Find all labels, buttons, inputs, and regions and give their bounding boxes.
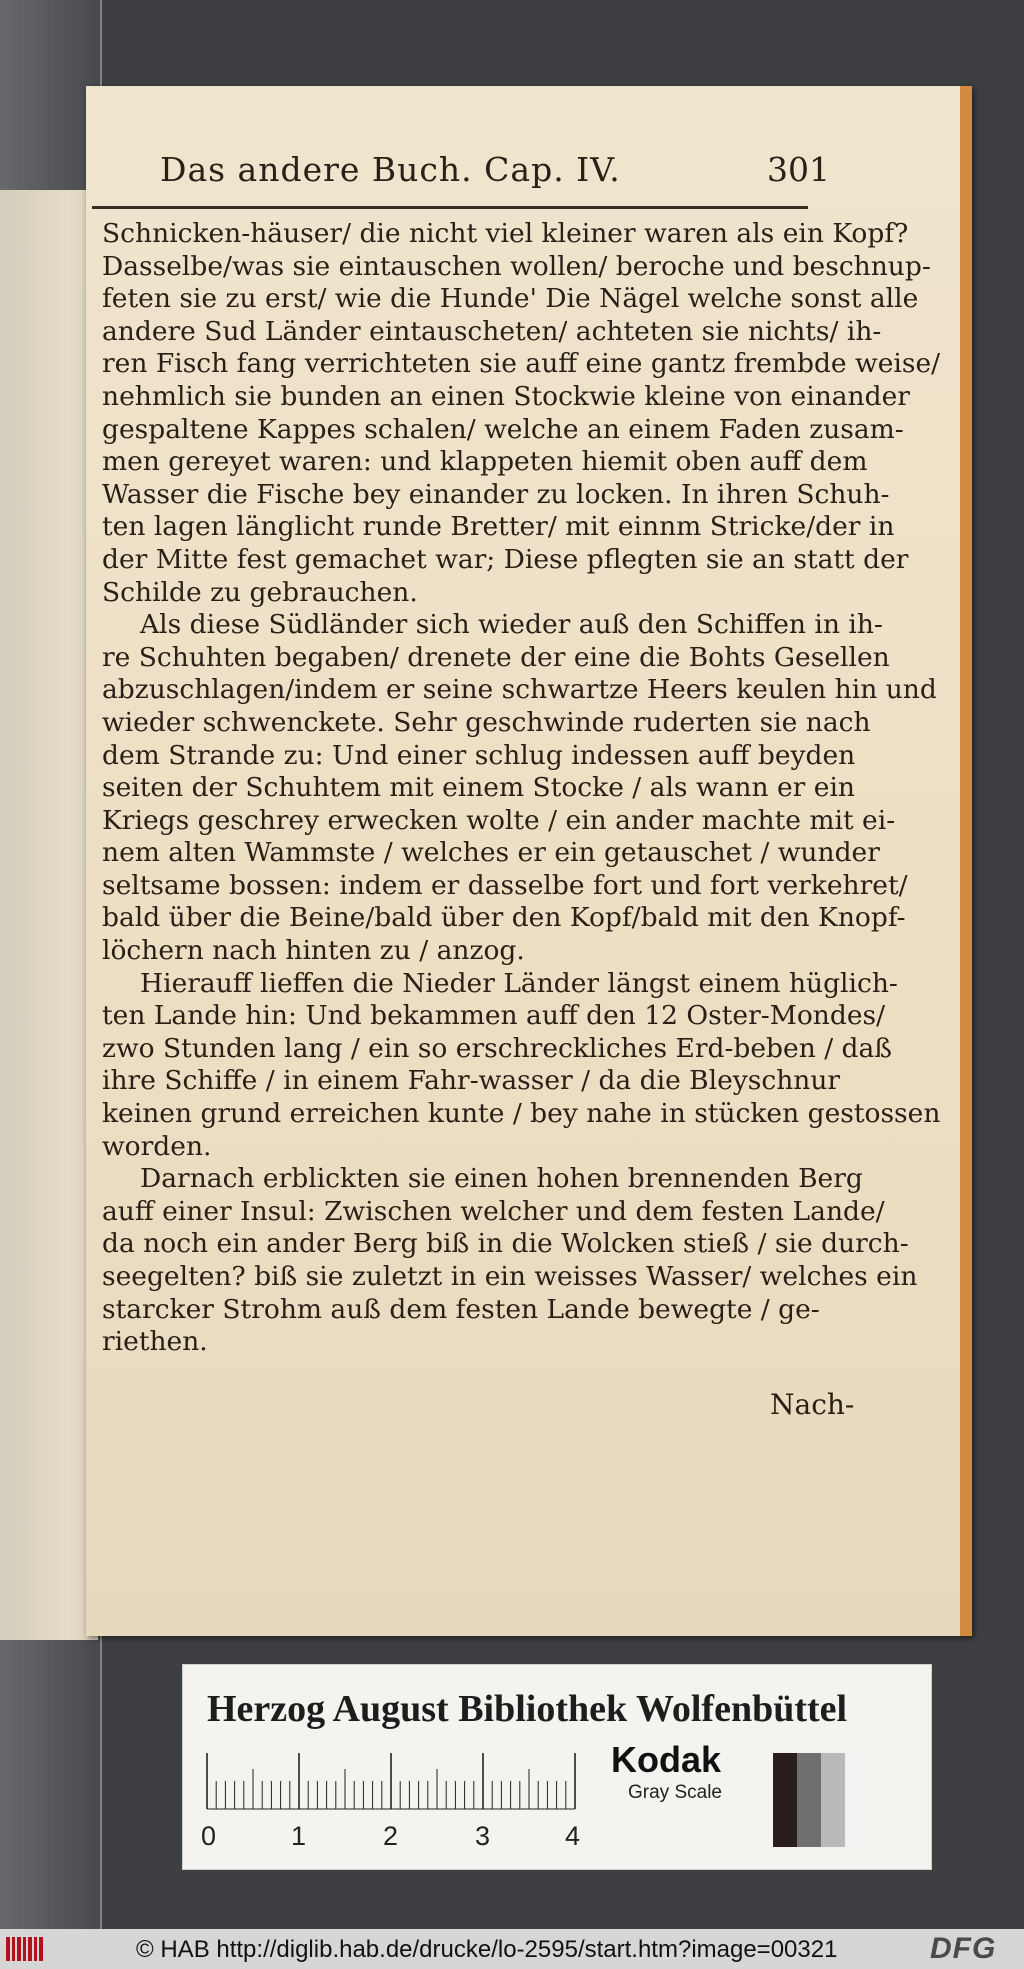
ruler-number-1: 1 <box>291 1821 307 1851</box>
footer-bar <box>0 1929 1024 1969</box>
text-line: bald über die Beine/bald über den Kopf/bald mit den Knopf- <box>102 902 906 934</box>
running-head: Das andere Buch. Cap. IV. <box>160 150 621 189</box>
text-line: wieder schwenckete. Sehr geschwinde ruderten sie nach <box>102 706 871 738</box>
body-text <box>102 218 941 1359</box>
text-line: worden. <box>102 1130 212 1162</box>
ruler-number-0: 0 <box>201 1821 217 1851</box>
text-line: der Mitte fest gemachet war; Diese pflegten sie an statt der <box>102 543 909 575</box>
copyright-link[interactable]: © HAB http://diglib.hab.de/drucke/lo-2595/start.htm?image=00321 <box>136 1936 838 1963</box>
ruler-number-4: 4 <box>565 1821 581 1851</box>
text-line: ren Fisch fang verrichteten sie auff eine gantz frembde weise/ <box>102 348 941 380</box>
text-line: re Schuhten begaben/ drenete der eine die Bohts Gesellen <box>102 641 890 673</box>
gray-swatch <box>821 1753 845 1847</box>
text-line: gespaltene Kappes schalen/ welche an einem Faden zusam- <box>102 413 904 445</box>
text-line: zwo Stunden lang / ein so erschreckliches Erd-beben / daß <box>102 1032 893 1064</box>
kodak-brand: Kodak <box>611 1739 722 1780</box>
text-line: feten sie zu erst/ wie die Hunde' Die Nägel welche sonst alle <box>102 283 919 315</box>
gray-swatch <box>845 1753 869 1847</box>
page-number: 301 <box>767 150 830 189</box>
text-line: seiten der Schuhtem mit einem Stocke / als wann er ein <box>102 772 855 804</box>
gray-scale-label: Gray Scale <box>628 1782 722 1803</box>
text-line: Wasser die Fische bey einander zu locken. In ihren Schuh- <box>102 478 890 510</box>
text-line: Kriegs geschrey erwecken wolte / ein ander machte mit ei- <box>102 804 896 836</box>
text-line: ten Lande hin: Und bekammen auff den 12 Oster-Mondes/ <box>102 1000 886 1032</box>
text-line: starcker Strohm auß dem festen Lande bewegte / ge- <box>102 1293 820 1325</box>
header-rule <box>92 206 808 209</box>
ruler-number-3: 3 <box>475 1821 491 1851</box>
text-line: Darnach erblickten sie einen hohen brennenden Berg <box>140 1163 863 1195</box>
text-line: nem alten Wammste / welches er ein getauschet / wunder <box>102 837 880 869</box>
text-line: löchern nach hinten zu / anzog. <box>102 935 525 967</box>
text-line: keinen grund erreichen kunte / bey nahe in stücken gestossen <box>102 1098 941 1130</box>
text-line: nehmlich sie bunden an einen Stockwie kleine von einander <box>102 380 910 412</box>
text-line: Dasselbe/was sie eintauschen wollen/ beroche und beschnup- <box>102 250 931 282</box>
dfg-logo: DFG <box>930 1932 997 1965</box>
library-name: Herzog August Bibliothek Wolfenbüttel <box>207 1688 848 1730</box>
hab-logo-icon <box>6 1935 46 1963</box>
text-line: Als diese Südländer sich wieder auß den Schiffen in ih- <box>140 609 883 641</box>
text-line: abzuschlagen/indem er seine schwartze Heers keulen hin und <box>102 674 937 706</box>
ruler-number-2: 2 <box>383 1821 399 1851</box>
text-line: riethen. <box>102 1326 208 1358</box>
gray-swatch <box>773 1753 797 1847</box>
text-line: men gereyet waren: und klappeten hiemit oben auff dem <box>102 446 868 478</box>
text-line: Schilde zu gebrauchen. <box>102 576 418 608</box>
color-target-card <box>182 1664 932 1870</box>
text-line: Hierauff lieffen die Nieder Länder längst einem hüglich- <box>140 967 898 999</box>
text-line: ten lagen länglicht runde Bretter/ mit einnm Stricke/der in <box>102 511 895 543</box>
scale-ruler <box>201 1751 581 1851</box>
gray-swatches <box>773 1753 869 1847</box>
text-line: ihre Schiffe / in einem Fahr-wasser / da die Bleyschnur <box>102 1065 841 1097</box>
text-line: Schnicken-häuser/ die nicht viel kleiner waren als ein Kopf? <box>102 218 909 249</box>
ruler-ticks <box>207 1751 575 1811</box>
text-line: auff einer Insul: Zwischen welcher und dem festen Lande/ <box>102 1195 885 1227</box>
catchword: Nach- <box>770 1388 855 1421</box>
text-line: seltsame bossen: indem er dasselbe fort und fort verkehret/ <box>102 869 908 901</box>
text-line: andere Sud Länder eintauscheten/ achteten sie nichts/ ih- <box>102 315 882 347</box>
text-line: seegelten? biß sie zuletzt in ein weisses Wasser/ welches ein <box>102 1261 918 1292</box>
text-line: dem Strande zu: Und einer schlug indessen auff beyden <box>102 739 856 771</box>
text-line: da noch ein ander Berg biß in die Wolcken stieß / sie durch- <box>102 1228 909 1260</box>
gray-swatch <box>797 1753 821 1847</box>
